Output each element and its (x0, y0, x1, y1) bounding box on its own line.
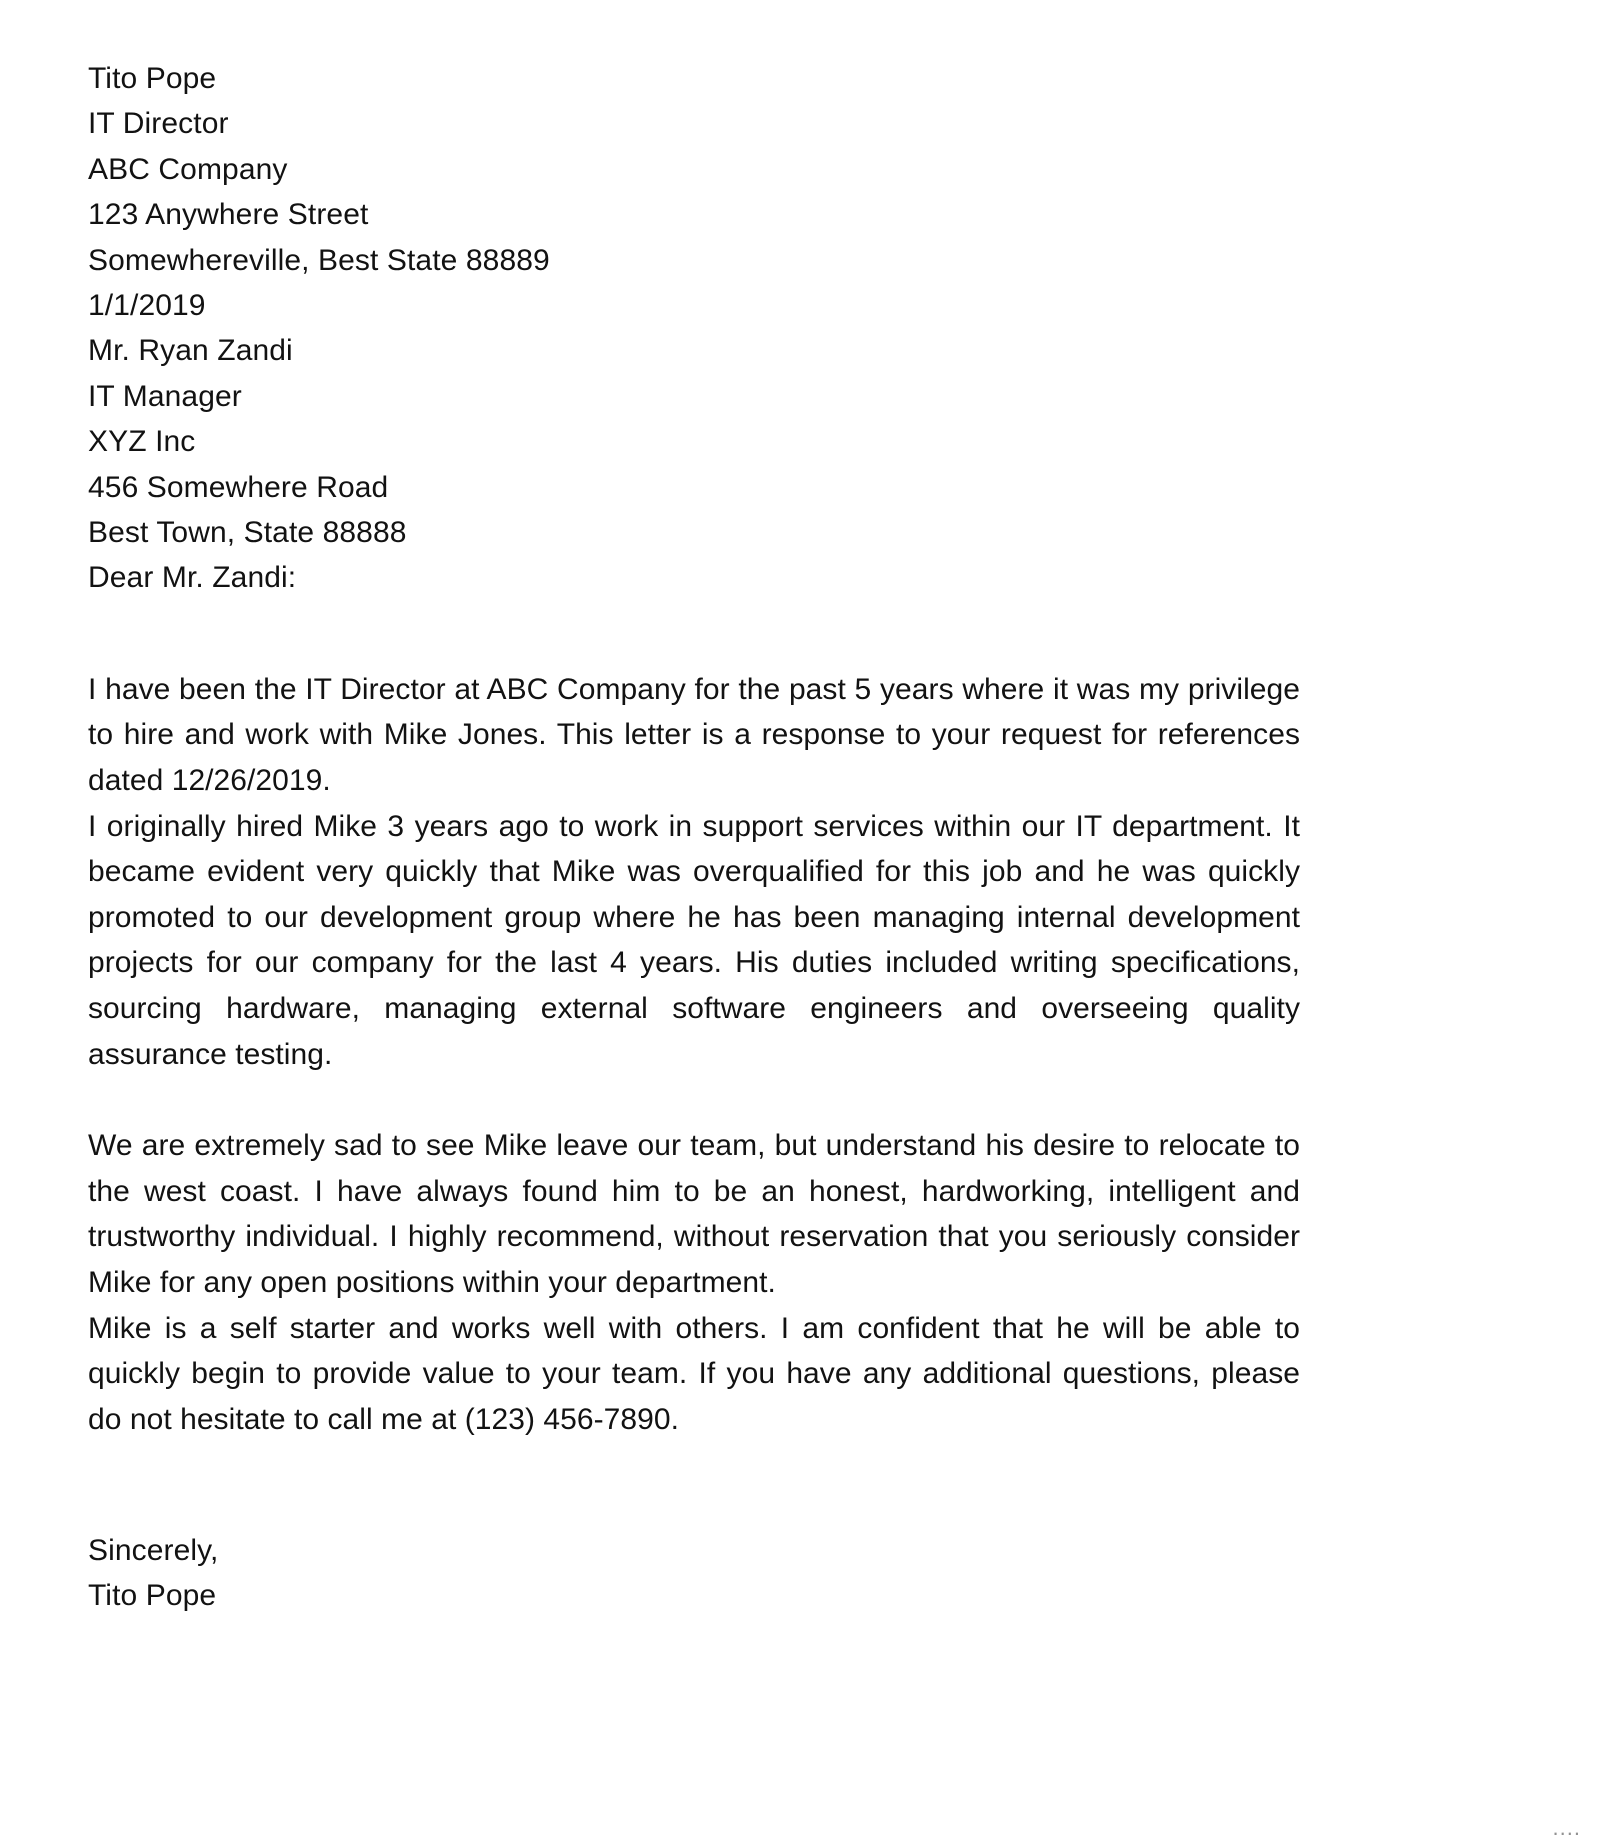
sender-company: ABC Company (88, 152, 288, 186)
recipient-company: XYZ Inc (88, 425, 196, 459)
sender-street: 123 Anywhere Street (88, 198, 369, 232)
sender-title: IT Director (88, 107, 229, 141)
recipient-city-state-zip: Best Town, State 88888 (88, 516, 407, 550)
recipient-title: IT Manager (88, 379, 242, 413)
recipient-street: 456 Somewhere Road (88, 470, 389, 504)
body-paragraph-1: I have been the IT Director at ABC Company for the past 5 years where it was my privilege to hire and work with Mike Jones. This letter is a response to your request for references dated 12/26/2019. (88, 672, 1300, 798)
letter-body (88, 667, 1300, 1443)
closing-block (88, 1528, 1300, 1618)
page-footer-mark: .... (1552, 1815, 1581, 1840)
closing-salutation: Sincerely, (88, 1534, 219, 1568)
body-paragraph-2: I originally hired Mike 3 years ago to work in support services within our IT department. It became evident very quickly that Mike was overqualified for this job and he was quickly promoted to our development group where he has been managing internal development projects for our company for the last 4 years. His duties included writing specifications, sourcing hardware, managing external software engineers and overseeing quality assurance testing. (88, 809, 1300, 1071)
body-paragraph-3: We are extremely sad to see Mike leave our team, but understand his desire to relocate to the west coast. I have always found him to be an honest, hardworking, intelligent and trustworthy individual. I highly recommend, without reservation that you seriously consider Mike for any open positions within your department. (88, 1129, 1300, 1299)
letter-sheet (88, 56, 1300, 1618)
sender-city-state-zip: Somewhereville, Best State 88889 (88, 243, 550, 277)
recipient-name: Mr. Ryan Zandi (88, 334, 293, 368)
signature-name: Tito Pope (88, 1579, 217, 1613)
address-block (88, 56, 1300, 601)
letter-date: 1/1/2019 (88, 289, 206, 323)
salutation-line: Dear Mr. Zandi: (88, 561, 297, 595)
sender-name: Tito Pope (88, 62, 217, 95)
body-paragraph-4: Mike is a self starter and works well with others. I am confident that he will be able to quickly begin to provide value to your team. If you have any additional questions, please do not hesitate to call me at (123) 456-7890. (88, 1311, 1300, 1436)
